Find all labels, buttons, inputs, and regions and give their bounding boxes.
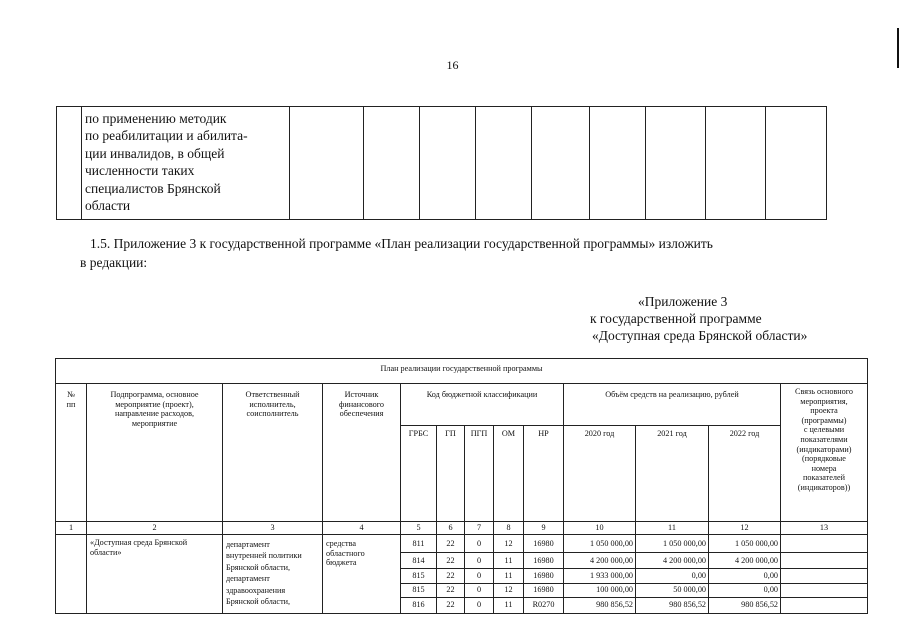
continuation-line: ции инвалидов, в общей [85, 145, 225, 161]
table-cell: 811 [412, 539, 425, 548]
header-om: ОМ [501, 429, 516, 438]
table-cell: 12 [504, 539, 513, 548]
table-title: План реализации государственной программы [380, 364, 543, 373]
col-number: 10 [595, 523, 604, 532]
continuation-line: численности таких [85, 163, 195, 179]
col-number: 3 [270, 523, 275, 532]
table-cell: 816 [412, 600, 425, 609]
table-cell: 50 000,00 [673, 585, 706, 594]
col-number: 7 [476, 523, 482, 532]
col-number: 6 [448, 523, 453, 532]
table-cell: 4 200 000,00 [735, 556, 778, 565]
table-cell: 0 [476, 571, 482, 580]
col-number: 2 [152, 523, 157, 532]
table-cell: 22 [446, 556, 455, 565]
table-cell: 1 933 000,00 [590, 571, 633, 580]
table-cell: 0 [476, 600, 482, 609]
table-cell: 16980 [533, 556, 554, 565]
page-number: 16 [446, 58, 459, 72]
appendix-title: «Приложение 3 [638, 294, 728, 309]
table-cell: 1 050 000,00 [663, 539, 706, 548]
table-cell: 0 [476, 556, 482, 565]
header-pgp: ПГП [470, 429, 488, 438]
col-number: 9 [541, 523, 546, 532]
header-2020: 2020 год [584, 429, 615, 438]
table-cell: 16980 [533, 585, 554, 594]
row-program-name: «Доступная среда Брянской области» [90, 538, 188, 557]
header-2021: 2021 год [657, 429, 687, 438]
header-2022: 2022 год [729, 429, 760, 438]
table-cell: 11 [504, 571, 513, 580]
appendix-program-name: «Доступная среда Брянской области» [592, 328, 808, 343]
col-number: 5 [416, 523, 421, 532]
continuation-line: специалистов Брянской [85, 180, 221, 196]
col-number: 1 [68, 523, 74, 532]
continuation-line: области [85, 198, 131, 214]
table-cell: R0270 [532, 600, 555, 609]
header-responsible: Ответственный исполнитель, соисполнитель [245, 390, 300, 419]
table-cell: 814 [412, 556, 425, 565]
appendix-subtitle: к государственной программе [590, 311, 762, 326]
row-executor: департамент внутренней политики Брянской области, департамент здравоохранения Брянской области, [226, 540, 302, 607]
table-cell: 16980 [533, 539, 554, 548]
table-cell: 16980 [533, 571, 554, 580]
col-number: 13 [819, 523, 829, 532]
table-cell: 1 050 000,00 [735, 539, 778, 548]
header-num: № пп [66, 390, 76, 409]
table-cell: 0,00 [763, 585, 778, 594]
paragraph-line-2: в редакции: [80, 255, 148, 270]
table-cell: 22 [446, 539, 455, 548]
col-number: 12 [740, 523, 749, 532]
col-number: 4 [359, 523, 364, 532]
table-cell: 980 856,52 [669, 600, 706, 609]
col-number: 8 [506, 523, 511, 532]
table-cell: 0,00 [763, 571, 778, 580]
table-cell: 11 [504, 600, 513, 609]
header-grbs: ГРБС [408, 429, 429, 438]
table-cell: 815 [412, 571, 425, 580]
header-link-indicators: Связь основного мероприятия, проекта (программы) с целевыми показателями (индикаторами) (порядковые номера показателей (индикаторов)) [795, 387, 853, 492]
table-cell: 100 000,00 [596, 585, 633, 594]
header-gp: ГП [445, 429, 456, 438]
header-budget-code: Код бюджетной классификации [426, 390, 538, 399]
table-cell: 4 200 000,00 [590, 556, 633, 565]
row-source: средства областного бюджета [326, 539, 365, 568]
table-cell: 815 [412, 585, 425, 594]
table-cell: 980 856,52 [596, 600, 633, 609]
table-cell: 4 200 000,00 [663, 556, 706, 565]
header-subprogram: Подпрограмма, основное мероприятие (проект), направление расходов, мероприятие [110, 390, 199, 428]
table-cell: 22 [446, 585, 455, 594]
plan-table [55, 358, 868, 614]
table-cell: 1 050 000,00 [590, 539, 633, 548]
paragraph-line-1: 1.5. Приложение 3 к государственной программе «План реализации государственной программы» изложить [90, 236, 713, 251]
header-nr: НР [538, 429, 549, 438]
continuation-line: по реабилитации и абилита- [85, 128, 248, 144]
table-cell: 22 [446, 600, 455, 609]
table-cell: 0 [476, 585, 482, 594]
header-source: Источник финансового обеспечения [339, 390, 384, 419]
table-cell: 11 [504, 556, 513, 565]
continuation-line: по применению методик [85, 111, 227, 126]
table-cell: 0 [476, 539, 482, 548]
header-volume: Объём средств на реализацию, рублей [605, 390, 739, 399]
table-cell: 12 [504, 585, 513, 594]
col-number: 11 [668, 523, 676, 532]
table-cell: 0,00 [691, 571, 706, 580]
table-cell: 22 [446, 571, 455, 580]
table-cell: 980 856,52 [741, 600, 778, 609]
continuation-cell-text [85, 110, 285, 214]
